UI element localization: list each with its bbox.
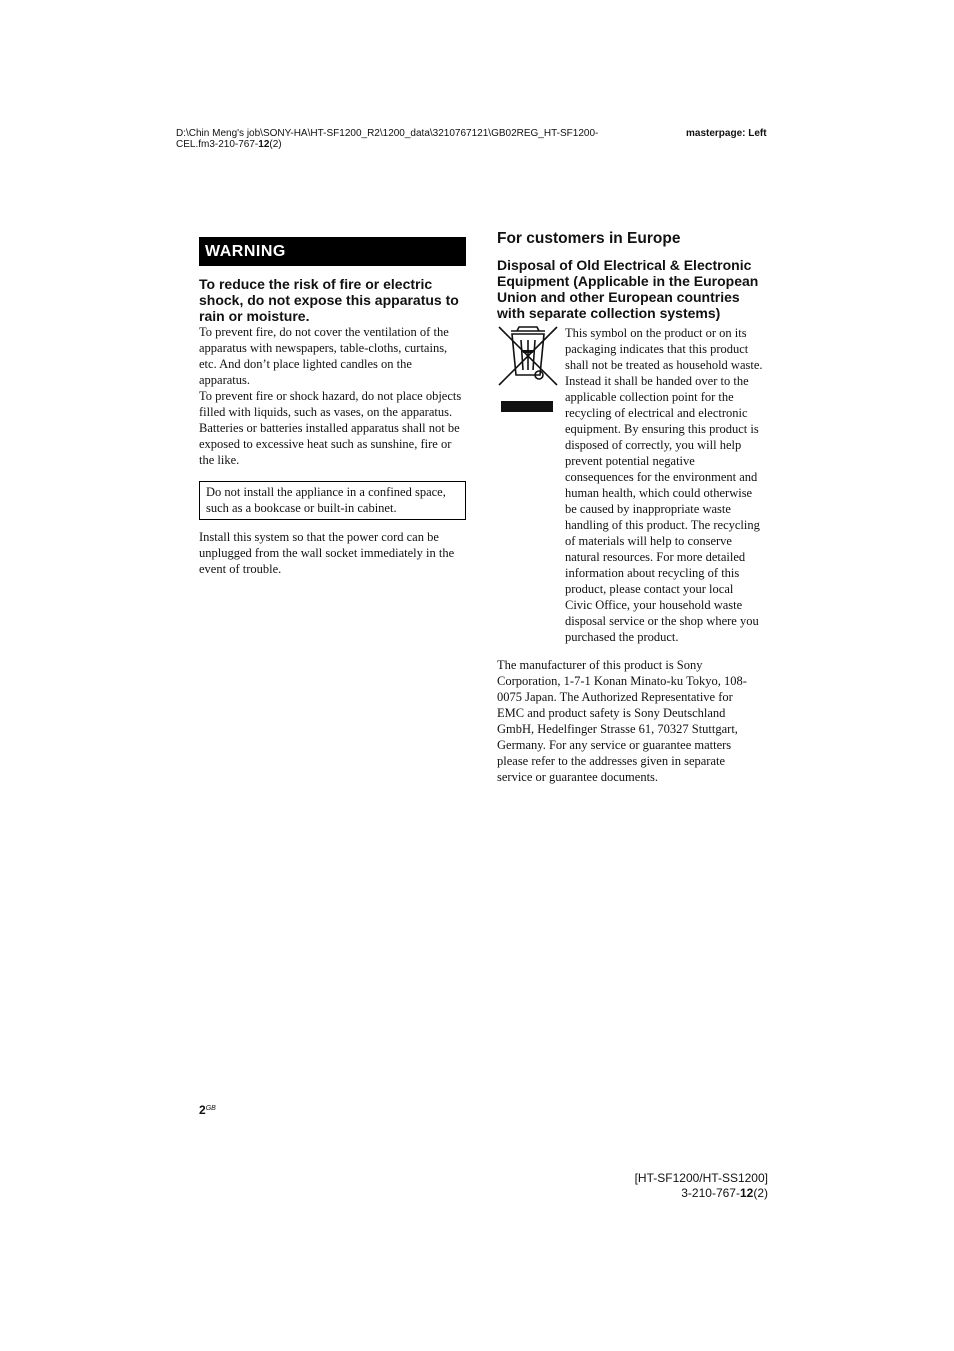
warning-title: WARNING — [199, 237, 466, 266]
footer-model: [HT-SF1200/HT-SS1200] — [634, 1171, 768, 1185]
masterpage-label: masterpage: Left — [686, 128, 767, 139]
disposal-heading: Disposal of Old Electrical & Electronic Equipment (Applicable in the European Union and other European countries with separate collection systems) — [497, 257, 759, 321]
file-path-line2: CEL.fm3-210-767-12(2) — [176, 139, 282, 150]
manufacturer-info: The manufacturer of this product is Sony Corporation, 1-7-1 Konan Minato-ku Tokyo, 108-0075 Japan. The Authorized Representative for EMC and product safety is Sony Deutschland GmbH, Hedelfinger Strasse 61, 70327 Stuttgart, Germany. For any service or guarantee matters please refer to the addresses given in separate service or guarantee documents. — [497, 658, 747, 784]
europe-title: For customers in Europe — [497, 230, 681, 247]
install-caution-text: Do not install the appliance in a confined space, such as a bookcase or built-in cabinet. — [206, 485, 446, 515]
warning-body — [199, 324, 466, 577]
crossed-out-wheelie-bin-icon — [497, 325, 559, 387]
warning-paragraph-batteries: Batteries or batteries installed apparatus shall not be exposed to excessive heat such as sunshine, fire or the like. — [199, 421, 460, 467]
footer-model-code — [600, 1171, 768, 1201]
weee-block — [497, 325, 763, 645]
warning-paragraph-liquids: To prevent fire or shock hazard, do not place objects filled with liquids, such as vases, on the apparatus. — [199, 389, 462, 419]
page-number: $2^{GB}$ — [199, 1103, 216, 1117]
install-caution-box — [199, 481, 466, 520]
warning-paragraph-ventilation: To prevent fire, do not cover the ventilation of the apparatus with newspapers, table-cloths, curtains, etc. And don’t place lighted candles on the apparatus. — [199, 325, 449, 387]
file-path-line1: D:\Chin Meng's job\SONY-HA\HT-SF1200_R2\1200_data\3210767121\GB02REG_HT-SF1200- — [176, 128, 599, 139]
warning-paragraph-power-cord: Install this system so that the power cord can be unplugged from the wall socket immediately in the event of trouble. — [199, 530, 455, 576]
footer-code: 3-210-767-12(2) — [681, 1186, 768, 1200]
page-number-suffix: GB — [205, 1105, 216, 1112]
europe-section — [497, 229, 763, 785]
weee-description: This symbol on the product or on its packaging indicates that this product shall not be treated as household waste. Instead it shall be handed over to the applicable collection point for the recycling of electrical and electronic equipment. By ensuring this product is disposed of correctly, you will help prevent potential negative consequences for the environment and human health, which could otherwise be caused by inappropriate waste handling of this product. The recycling of materials will help to conserve natural resources. For more detailed information about recycling of this product, please contact your local Civic Office, your household waste disposal service or the shop where you purchased the product. — [565, 326, 763, 644]
weee-black-bar — [501, 401, 553, 412]
warning-heading: To reduce the risk of fire or electric shock, do not expose this apparatus to rain or moisture. — [199, 276, 459, 324]
file-path-header — [176, 128, 666, 150]
warning-section — [199, 237, 466, 577]
